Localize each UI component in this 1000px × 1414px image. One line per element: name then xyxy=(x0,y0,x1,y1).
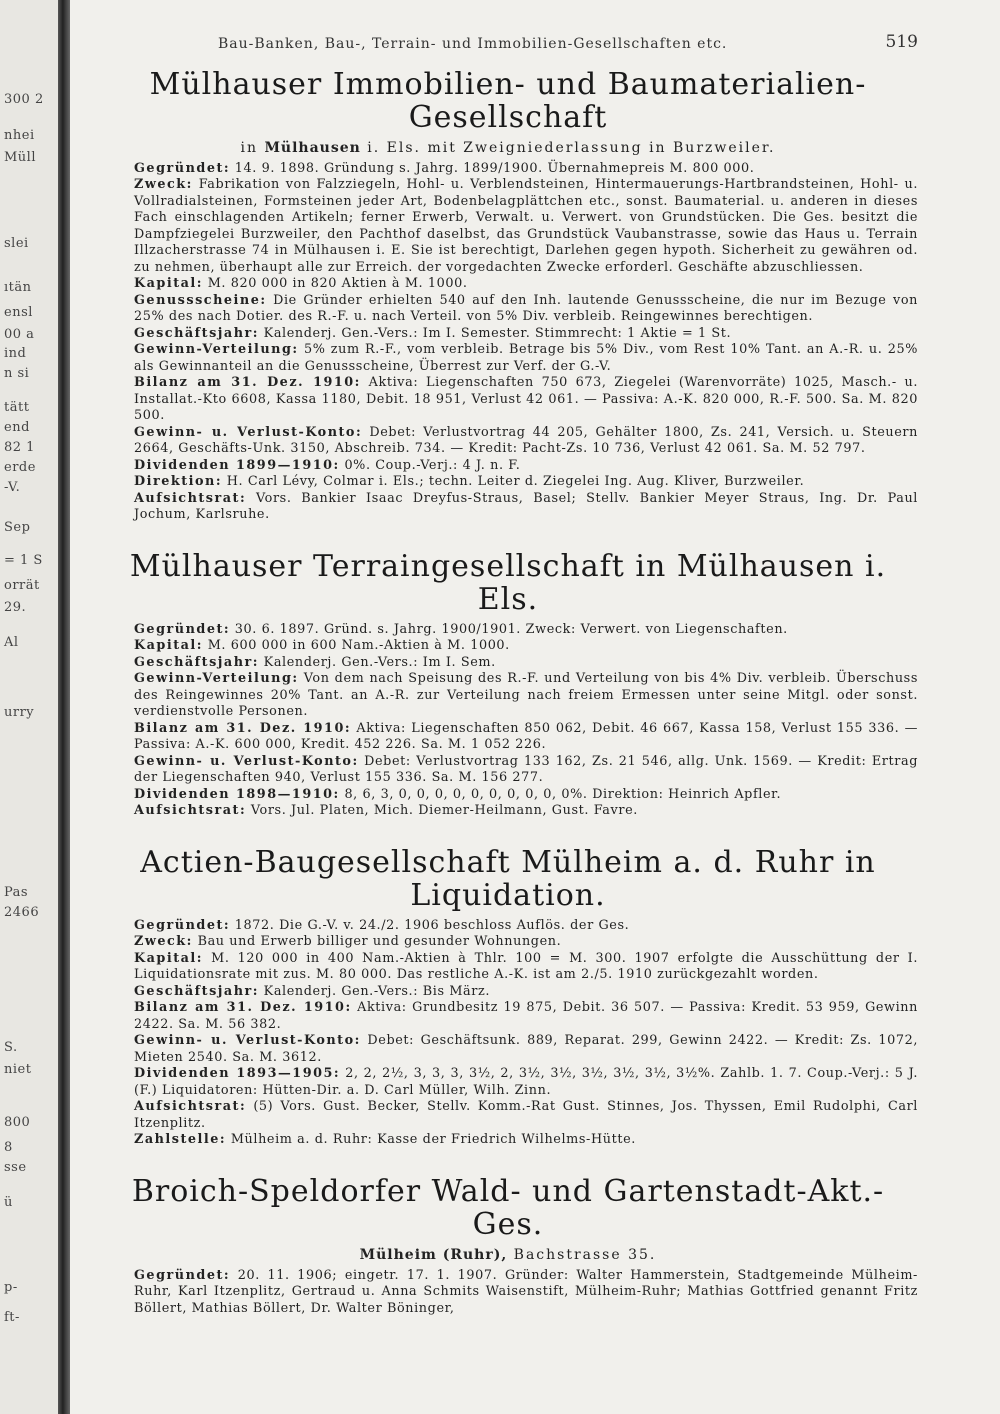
entry-key: Direktion: xyxy=(134,474,223,490)
margin-fragment: urry xyxy=(4,705,35,720)
margin-fragment: 8 xyxy=(4,1140,13,1155)
entry-key: Dividenden 1898—1910: xyxy=(134,786,340,802)
margin-fragment: 82 1 xyxy=(4,440,35,455)
entry-paragraph xyxy=(98,671,918,721)
entry-key: Gegründet: xyxy=(134,917,231,933)
entry-key: Zweck: xyxy=(134,934,193,950)
company-section xyxy=(98,1175,918,1317)
entry-text: 8, 6, 3, 0, 0, 0, 0, 0, 0, 0, 0, 0, 0%. Direktion: Heinrich Apfler. xyxy=(344,786,782,802)
entry-key: Genussscheine: xyxy=(134,292,267,308)
margin-fragment: Pas xyxy=(4,885,29,900)
entry-paragraph xyxy=(98,721,918,754)
entry-paragraph xyxy=(98,1132,918,1149)
entry-key: Gegründet: xyxy=(134,160,231,176)
margin-fragment: Sep xyxy=(4,520,31,535)
margin-fragment: Al xyxy=(4,635,19,650)
margin-fragment: orrät xyxy=(4,578,40,593)
margin-fragment: p- xyxy=(4,1280,18,1295)
entry-paragraph xyxy=(98,1099,918,1132)
entry-paragraph xyxy=(98,375,918,425)
margin-fragment: 2466 xyxy=(4,905,40,920)
entry-key: Bilanz am 31. Dez. 1910: xyxy=(134,1000,352,1016)
entry-text: Kalenderj. Gen.-Vers.: Bis März. xyxy=(263,983,490,999)
entry-paragraph xyxy=(98,984,918,1001)
entry-key: Dividenden 1899—1910: xyxy=(134,457,340,473)
entry-key: Kapital: xyxy=(134,638,204,654)
entry-paragraph xyxy=(98,951,918,984)
company-section xyxy=(98,846,918,1149)
entry-paragraph xyxy=(98,177,918,276)
entry-key: Geschäftsjahr: xyxy=(134,325,259,341)
entry-key: Geschäftsjahr: xyxy=(134,654,259,670)
company-subtitle xyxy=(98,1247,918,1264)
entry-text: Bau und Erwerb billiger und gesunder Wohnungen. xyxy=(197,934,562,950)
margin-fragment: ü xyxy=(4,1195,13,1210)
entry-paragraph xyxy=(98,293,918,326)
margin-fragment: erde xyxy=(4,460,36,475)
entry-key: Gewinn- u. Verlust-Konto: xyxy=(134,1033,361,1049)
entry-key: Zahlstelle: xyxy=(134,1132,227,1148)
entry-key: Aufsichtsrat: xyxy=(134,1099,247,1115)
entry-key: Kapital: xyxy=(134,276,204,292)
entry-text: M. 600 000 in 600 Nam.-Aktien à M. 1000. xyxy=(207,638,510,654)
entry-paragraph xyxy=(98,934,918,951)
entry-key: Geschäftsjahr: xyxy=(134,983,259,999)
entry-text: M. 820 000 in 820 Aktien à M. 1000. xyxy=(207,276,468,292)
entry-key: Zweck: xyxy=(134,177,193,193)
subtitle-suffix: Bachstrasse 35. xyxy=(513,1246,657,1263)
entry-key: Gegründet: xyxy=(134,1267,231,1283)
entry-text: 2, 2, 2½, 3, 3, 3, 3½, 2, 3½, 3½, 3½, 3½, 3½, 3½%. Zahlb. 1. 7. Coup.-Verj.: 5 J. (F.) Liquidatoren: Hütten-Dir. a. D. Carl Müller, Wilh. Zinn. xyxy=(134,1066,918,1098)
entry-paragraph xyxy=(98,638,918,655)
book-gutter xyxy=(58,0,70,1414)
entry-paragraph xyxy=(98,1000,918,1033)
entry-paragraph xyxy=(98,655,918,672)
entry-text: Die Gründer erhielten 540 auf den Inh. lautende Genussscheine, die nur im Bezuge von 25% des nach Dotier. des R.-F. u. nach Verteil. von 5% Div. verbleib. Reingewinnes berechtigen. xyxy=(134,292,919,325)
entry-text: M. 120 000 in 400 Nam.-Aktien à Thlr. 100 = M. 300. 1907 erfolgte die Ausschüttung der I. Liquidationsrate mit zus. M. 80 000. Das restliche A.-K. ist am 2./5. 1910 zurückgezahlt worden. xyxy=(134,950,918,983)
entry-paragraph xyxy=(98,754,918,787)
entry-text: Kalenderj. Gen.-Vers.: Im I. Sem. xyxy=(263,654,496,670)
entry-key: Aufsichtsrat: xyxy=(134,803,247,819)
entry-paragraph xyxy=(98,326,918,343)
entry-paragraph xyxy=(98,622,918,639)
margin-fragment: 29. xyxy=(4,600,27,615)
company-subtitle xyxy=(98,140,918,157)
entry-text: Aktiva: Liegenschaften 850 062, Debit. 46 667, Kassa 158, Verlust 155 336. — Passiva: A.-K. 600 000, Kredit. 452 226. Sa. M. 1 052 226. xyxy=(134,720,918,753)
entry-text: Vors. Jul. Platen, Mich. Diemer-Heilmann, Gust. Favre. xyxy=(250,803,638,819)
company-title: Mülhauser Terraingesellschaft in Mülhausen i. Els. xyxy=(129,548,887,617)
entry-key: Gewinn-Verteilung: xyxy=(134,342,299,358)
entry-paragraph xyxy=(98,1268,918,1318)
entry-text: H. Carl Lévy, Colmar i. Els.; techn. Leiter d. Ziegelei Ing. Aug. Kliver, Burzweiler. xyxy=(226,474,805,490)
entry-paragraph xyxy=(98,161,918,178)
entry-paragraph xyxy=(98,918,918,935)
margin-fragment: slei xyxy=(4,236,29,251)
entry-text: Aktiva: Grundbesitz 19 875, Debit. 36 507. — Passiva: Kredit. 53 959, Gewinn 2422. Sa. M. 56 382. xyxy=(134,1000,918,1032)
entry-paragraph xyxy=(98,342,918,375)
margin-fragment: = 1 S xyxy=(4,553,43,568)
margin-fragment: end xyxy=(4,420,30,435)
entry-text: Debet: Verlustvortrag 44 205, Gehälter 1800, Zs. 241, Versich. u. Steuern 2664, Geschäfts-Unk. 3150, Abschreib. 734. — Kredit: Pacht-Zs. 10 736, Verlust 42 061. Sa. M. 52 797. xyxy=(134,424,918,457)
company-title: Mülhauser Immobilien- und Baumaterialien-Gesellschaft xyxy=(149,67,867,135)
entry-paragraph xyxy=(98,458,918,475)
entry-key: Kapital: xyxy=(134,950,204,966)
margin-fragment: n si xyxy=(4,366,30,381)
running-head xyxy=(98,30,918,60)
subtitle-prefix: in xyxy=(240,140,258,156)
margin-fragment: tätt xyxy=(4,400,30,415)
margin-fragment: niet xyxy=(4,1062,32,1077)
subtitle-location: Mülheim (Ruhr), xyxy=(359,1246,508,1263)
entry-text: 5% zum R.-F., vom verbleib. Betrage bis 5% Div., vom Rest 10% Tant. an A.-R. u. 25% als Gewinnanteil an die Genussscheine, Überrest zur Verf. der G.-V. xyxy=(134,342,918,374)
running-head-title: Bau-Banken, Bau-, Terrain- und Immobilien-Gesellschaften etc. xyxy=(218,36,728,52)
page-content xyxy=(98,30,918,1343)
entry-text: Fabrikation von Falzziegeln, Hohl- u. Verblendsteinen, Hintermauerungs-Hartbrandsteinen, Hohl- u. Vollradialsteinen, Formsteinen jeder Art, Bodenbelagplättchen etc., sonst. Baumaterial. u. anderen in dieses Fach einschlagenden Artikeln; ferner Erwerb, Verwalt. u. Verwert. von Grundstücken. Die Ges. besitzt die Dampfziegelei Burzweiler, den Pachthof daselbst, das Grundstück Vaubanstrasse, sowie das Haus u. Terrain Illzacherstrasse 74 in Mülhausen i. E. Sie ist berechtigt, Darlehen gegen hypoth. Sicherheit zu gewähren od. zu nehmen, überhaupt alle zur Erreich. der vorgedachten Zwecke erforderl. Geschäfte abzuschliessen. xyxy=(134,177,918,275)
entry-text: (5) Vors. Gust. Becker, Stellv. Komm.-Rat Gust. Stinnes, Jos. Thyssen, Emil Rudolphi, Carl Itzenplitz. xyxy=(134,1099,918,1131)
entry-text: Von dem nach Speisung des R.-F. und Verteilung von bis 4% Div. verbleib. Überschuss des Reingewinnes 20% Tant. an A.-R. zur Verteilung nach freiem Ermessen unter seine Mitgl. oder sonst. verdienstvolle Personen. xyxy=(134,671,919,720)
company-title: Broich-Speldorfer Wald- und Gartenstadt-Akt.-Ges. xyxy=(131,1173,885,1242)
page-number: 519 xyxy=(885,32,918,52)
entry-key: Gegründet: xyxy=(134,621,231,637)
entry-text: Debet: Geschäftsunk. 889, Reparat. 299, Gewinn 2422. — Kredit: Zs. 1072, Mieten 2540. Sa. M. 3612. xyxy=(134,1033,919,1065)
margin-fragment: ind xyxy=(4,346,27,361)
entry-paragraph xyxy=(98,491,918,524)
entry-key: Aufsichtsrat: xyxy=(134,490,247,506)
margin-fragment: 00 a xyxy=(4,327,35,342)
entry-key: Gewinn- u. Verlust-Konto: xyxy=(134,753,359,769)
margin-fragment: sse xyxy=(4,1160,27,1175)
entry-text: Vors. Bankier Isaac Dreyfus-Straus, Basel; Stellv. Bankier Meyer Straus, Ing. Dr. Paul Jochum, Karlsruhe. xyxy=(134,490,918,523)
entry-text: 1872. Die G.-V. v. 24./2. 1906 beschloss Auflös. der Ges. xyxy=(234,917,630,933)
entry-text: 14. 9. 1898. Gründung s. Jahrg. 1899/1900. Übernahmepreis M. 800 000. xyxy=(234,160,755,176)
entry-text: Aktiva: Liegenschaften 750 673, Ziegelei (Warenvorräte) 1025, Masch.- u. Installat.-Kto 6608, Kassa 1180, Debit. 18 951, Verlust 42 061. — Passiva: A.-K. 820 000, R.-F. 500. Sa. M. 820 500. xyxy=(134,375,919,424)
company-section xyxy=(98,68,918,524)
margin-fragment: S. xyxy=(4,1040,18,1055)
sections-container xyxy=(98,68,918,1317)
company-section xyxy=(98,550,918,820)
margin-fragment: ft- xyxy=(4,1310,20,1325)
subtitle-location: Mülhausen xyxy=(264,140,361,156)
margin-fragment: ıtän xyxy=(4,280,32,295)
margin-fragment: 300 2 xyxy=(4,92,44,107)
entry-paragraph xyxy=(98,803,918,820)
entry-key: Bilanz am 31. Dez. 1910: xyxy=(134,720,352,736)
margin-fragment: 800 xyxy=(4,1115,31,1130)
margin-fragment: -V. xyxy=(4,480,21,495)
entry-text: 30. 6. 1897. Gründ. s. Jahrg. 1900/1901. Zweck: Verwert. von Liegenschaften. xyxy=(234,621,788,637)
entry-key: Gewinn- u. Verlust-Konto: xyxy=(134,424,363,440)
entry-key: Gewinn-Verteilung: xyxy=(134,671,299,687)
entry-paragraph xyxy=(98,425,918,458)
subtitle-suffix: i. Els. mit Zweigniederlassung in Burzweiler. xyxy=(367,140,776,156)
entry-key: Bilanz am 31. Dez. 1910: xyxy=(134,375,361,391)
margin-fragment: Müll xyxy=(4,150,36,165)
entry-text: Mülheim a. d. Ruhr: Kasse der Friedrich Wilhelms-Hütte. xyxy=(230,1132,636,1148)
company-title: Actien-Baugesellschaft Mülheim a. d. Ruhr in Liquidation. xyxy=(140,844,876,913)
entry-text: Debet: Verlustvortrag 133 162, Zs. 21 546, allg. Unk. 1569. — Kredit: Ertrag der Liegenschaften 940, Verlust 155 336. Sa. M. 156 277. xyxy=(134,753,918,786)
entry-paragraph xyxy=(98,474,918,491)
entry-paragraph xyxy=(98,787,918,804)
entry-paragraph xyxy=(98,1066,918,1099)
margin-fragment: ensl xyxy=(4,305,33,320)
margin-fragment: nhei xyxy=(4,128,35,143)
entry-text: 0%. Coup.-Verj.: 4 J. n. F. xyxy=(344,457,521,473)
entry-text: 20. 11. 1906; eingetr. 17. 1. 1907. Gründer: Walter Hammerstein, Stadtgemeinde Mülheim-Ruhr, Karl Itzenplitz, Gertraud u. Anna Schmits Waisenstift, Mülheim-Ruhr; Mathias Gottfried genannt Fritz Böllert, Mathias Böllert, Dr. Walter Böninger, xyxy=(134,1267,918,1316)
entry-paragraph xyxy=(98,1033,918,1066)
entry-key: Dividenden 1893—1905: xyxy=(134,1066,341,1082)
entry-text: Kalenderj. Gen.-Vers.: Im I. Semester. Stimmrecht: 1 Aktie = 1 St. xyxy=(263,325,732,341)
entry-paragraph xyxy=(98,276,918,293)
